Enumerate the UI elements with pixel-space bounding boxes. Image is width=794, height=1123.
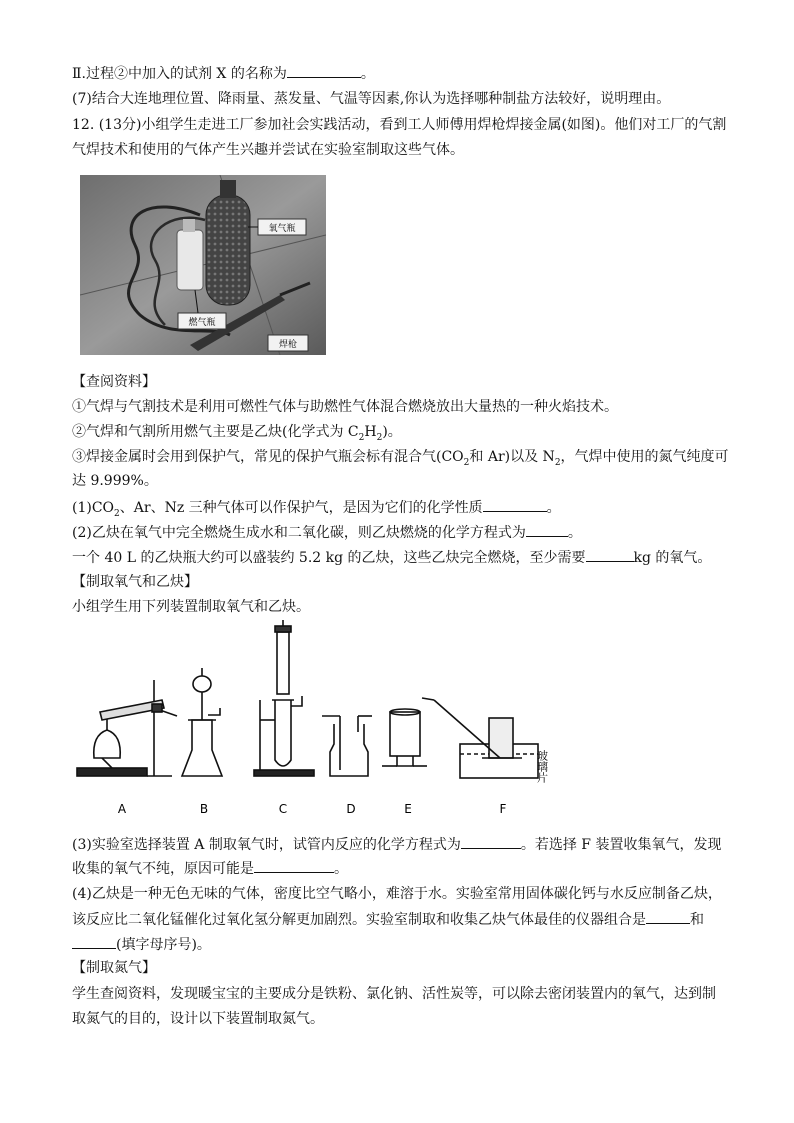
welding-photo-drawing bbox=[80, 175, 326, 355]
text: (填字母序号)。 bbox=[116, 937, 211, 953]
glass-plate-label: 玻璃片 bbox=[535, 750, 549, 783]
answer-blank[interactable] bbox=[586, 547, 634, 562]
research-item-2 bbox=[72, 422, 402, 442]
text: (2)乙炔在氧气中完全燃烧生成水和二氧化碳，则乙炔燃烧的化学方程式为 bbox=[72, 525, 526, 541]
section-heading-research: 【查阅资料】 bbox=[72, 374, 156, 390]
text: 和 bbox=[690, 912, 704, 928]
answer-blank[interactable] bbox=[646, 909, 690, 924]
text: H bbox=[364, 424, 377, 440]
apparatus-label-a: A bbox=[117, 802, 127, 816]
subscript: 2 bbox=[463, 457, 470, 468]
q-reagent-x bbox=[72, 63, 375, 84]
text: 。 bbox=[567, 525, 582, 541]
q12-intro: 12. (13分)小组学生走进工厂参加社会实践活动，看到工人师傅用焊枪焊接金属(如图)。他们对工厂的气割 bbox=[72, 117, 727, 133]
oxygen-bottle-label: 氧气瓶 bbox=[268, 224, 296, 234]
q4-cont-2 bbox=[72, 934, 211, 955]
text: 和 Ar)以及 N bbox=[469, 449, 555, 465]
research-item-3-cont: 达 9.999%。 bbox=[72, 473, 158, 489]
text: 。 bbox=[546, 500, 561, 516]
answer-blank[interactable] bbox=[526, 522, 568, 537]
q4-cont bbox=[72, 909, 704, 930]
subscript: 2 bbox=[376, 432, 383, 443]
text: 。若选择 F 装置收集氧气，发现 bbox=[520, 837, 722, 853]
text: (1)CO bbox=[72, 500, 115, 516]
q2-cont bbox=[72, 547, 711, 568]
subscript: 2 bbox=[554, 457, 561, 468]
welding-photo bbox=[80, 175, 326, 355]
text: ②气焊和气割所用燃气主要是乙炔(化学式为 C bbox=[72, 424, 359, 440]
q12-intro-2: 气焊技术和使用的气体产生兴趣并尝试在实验室制取这些气体。 bbox=[72, 142, 464, 158]
q7: (7)结合大连地理位置、降雨量、蒸发量、气温等因素,你认为选择哪种制盐方法较好，说明理由。 bbox=[72, 91, 671, 107]
text: ，气焊中使用的氮气纯度可 bbox=[560, 449, 729, 465]
apparatus-diagram bbox=[72, 620, 572, 825]
apparatus-label-e: E bbox=[404, 802, 412, 816]
text: )。 bbox=[382, 424, 402, 440]
answer-blank[interactable] bbox=[483, 497, 547, 512]
q3 bbox=[72, 834, 721, 855]
apparatus-intro: 小组学生用下列装置制取氧气和乙炔。 bbox=[72, 599, 310, 615]
text: Ⅱ.过程②中加入的试剂 X 的名称为 bbox=[72, 66, 287, 82]
text: (3)实验室选择装置 A 制取氧气时，试管内反应的化学方程式为 bbox=[72, 837, 461, 853]
apparatus-label-c: C bbox=[278, 802, 288, 816]
welding-torch-label: 焊枪 bbox=[278, 340, 298, 350]
fuel-bottle-label: 燃气瓶 bbox=[188, 318, 216, 328]
text: 。 bbox=[360, 66, 375, 82]
research-item-1: ①气焊与气割技术是利用可燃性气体与助燃性气体混合燃烧放出大量热的一种火焰技术。 bbox=[72, 399, 618, 415]
q1 bbox=[72, 497, 561, 518]
apparatus-label-b: B bbox=[199, 802, 209, 816]
q4: (4)乙炔是一种无色无味的气体，密度比空气略小，难溶于水。实验室常用固体碳化钙与水反应制备乙炔， bbox=[72, 886, 722, 902]
q2 bbox=[72, 522, 582, 543]
research-item-3 bbox=[72, 447, 729, 467]
text: 该反应比二氧化锰催化过氧化氢分解更加剧烈。实验室制取和收集乙炔气体最佳的仪器组合是 bbox=[72, 912, 646, 928]
q3-cont bbox=[72, 858, 348, 879]
text: 、Ar、Nz 三种气体可以作保护气，是因为它们的化学性质 bbox=[119, 500, 483, 516]
answer-blank[interactable] bbox=[254, 858, 334, 873]
text: kg 的氧气。 bbox=[633, 550, 712, 566]
apparatus-label-d: D bbox=[346, 802, 356, 816]
subscript: 2 bbox=[358, 432, 365, 443]
text: 收集的氧气不纯，原因可能是 bbox=[72, 861, 254, 877]
nitrogen-paragraph-1: 学生查阅资料，发现暖宝宝的主要成分是铁粉、氯化钠、活性炭等，可以除去密闭装置内的氧气，达到制 bbox=[72, 986, 716, 1002]
answer-blank[interactable] bbox=[287, 63, 361, 78]
answer-blank[interactable] bbox=[461, 834, 521, 849]
nitrogen-paragraph-2: 取氮气的目的，设计以下装置制取氮气。 bbox=[72, 1011, 324, 1027]
text: ③焊接金属时会用到保护气，常见的保护气瓶会标有混合气(CO bbox=[72, 449, 464, 465]
section-heading-oxygen-acetylene: 【制取氧气和乙炔】 bbox=[72, 574, 198, 590]
section-heading-nitrogen: 【制取氮气】 bbox=[72, 960, 156, 976]
text: 一个 40 L 的乙炔瓶大约可以盛装约 5.2 kg 的乙炔，这些乙炔完全燃烧，至少需要 bbox=[72, 550, 586, 566]
answer-blank[interactable] bbox=[72, 934, 116, 949]
subscript: 2 bbox=[114, 508, 120, 519]
text: 。 bbox=[334, 861, 348, 877]
apparatus-label-f: F bbox=[499, 802, 507, 816]
